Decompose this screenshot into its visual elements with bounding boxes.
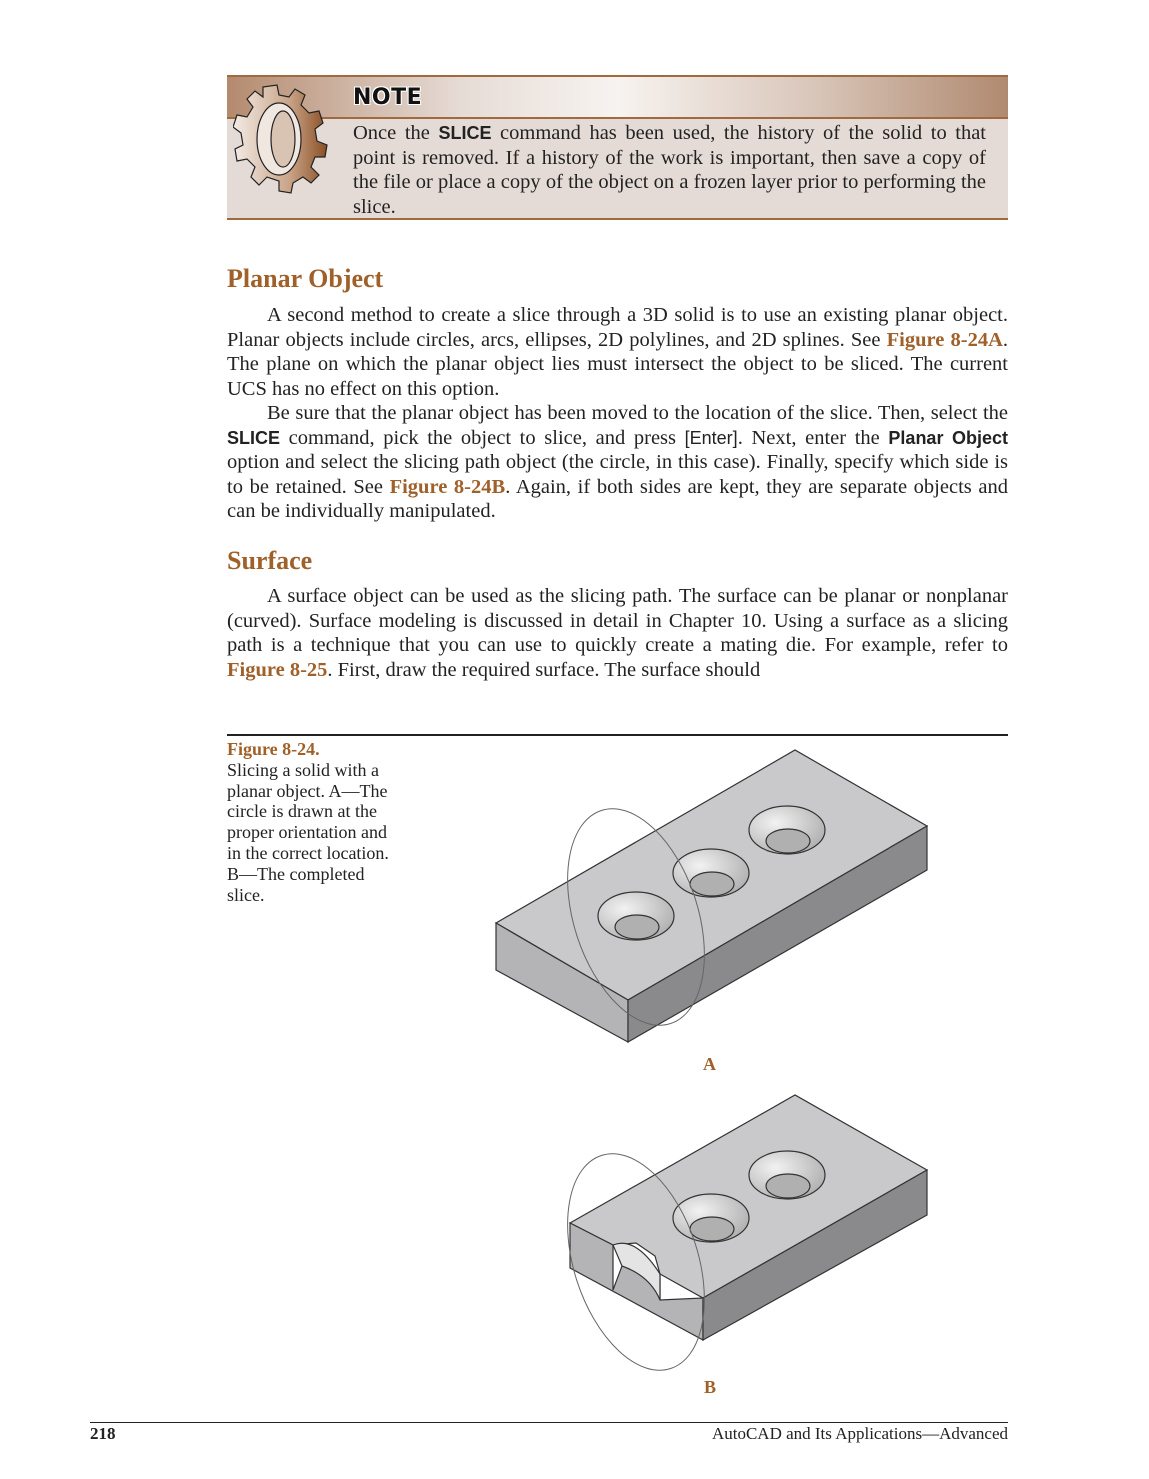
figure-label-a: A	[703, 1054, 716, 1074]
text: . Next, enter the	[737, 426, 889, 449]
text: command, pick the object to slice, and press	[280, 426, 685, 449]
command-name: SLICE	[227, 427, 281, 448]
page-number: 218	[90, 1424, 116, 1443]
countersunk-hole	[749, 806, 825, 854]
caption-text: Slicing a solid with a planar object. A—The circle is drawn at the proper orientation and in the correct location. B—The completed slice.	[227, 759, 389, 905]
footer-rule	[90, 1422, 1008, 1423]
text: option and select the slicing path object (the circle, in this case). Finally, specify which side is to be retained. See	[227, 451, 1008, 498]
command-name: SLICE	[438, 123, 492, 143]
section-heading-planar-object: Planar Object	[227, 264, 384, 293]
countersunk-hole	[673, 1194, 749, 1242]
figure-link[interactable]: Figure 8-24A	[886, 328, 1003, 351]
figure-a-drawing	[496, 750, 927, 1043]
key-name: [Enter]	[684, 427, 738, 448]
figure-title: Figure 8-24.	[227, 739, 320, 759]
section-heading-surface: Surface	[227, 546, 313, 575]
text: command has been used, the history of the solid to that point is removed. If a history of the work is important, then save a copy of the file or place a copy of the object on a frozen layer prior to performing the slice.	[353, 122, 987, 218]
text: . Again, if both sides are kept, they are separate objects and can be individually manipulated.	[227, 475, 1008, 522]
countersunk-hole	[673, 849, 749, 897]
text: A surface object can be used as the slicing path. The surface can be planar or nonplanar (curved). Surface modeling is discussed in detail in Chapter 10. Using a surface as a slicing path is a technique that you can use to quickly create a mating die. For example, refer to	[227, 585, 1008, 656]
note-title: NOTE	[353, 85, 423, 110]
countersunk-hole	[598, 892, 674, 940]
figure-link[interactable]: Figure 8-25	[227, 658, 328, 681]
book-title: AutoCAD and Its Applications—Advanced	[711, 1424, 1008, 1443]
figure-link[interactable]: Figure 8-24B	[389, 475, 506, 498]
text: Once the	[353, 122, 439, 144]
text: Be sure that the planar object has been moved to the location of the slice. Then, select the	[267, 402, 1008, 424]
figure-b-drawing	[542, 1095, 927, 1388]
countersunk-hole	[749, 1151, 825, 1199]
text: . The plane on which the planar object lies must intersect the object to be sliced. The current UCS has no effect on this option.	[227, 328, 1008, 400]
option-name: Planar Object	[888, 427, 1008, 448]
figure-label-b: B	[704, 1377, 717, 1397]
text: A second method to create a slice through a 3D solid is to use an existing planar object. Planar objects include circles, arcs, ellipses, 2D polylines, and 2D splines. See	[227, 304, 1008, 351]
text: . First, draw the required surface. The surface should	[327, 658, 761, 681]
